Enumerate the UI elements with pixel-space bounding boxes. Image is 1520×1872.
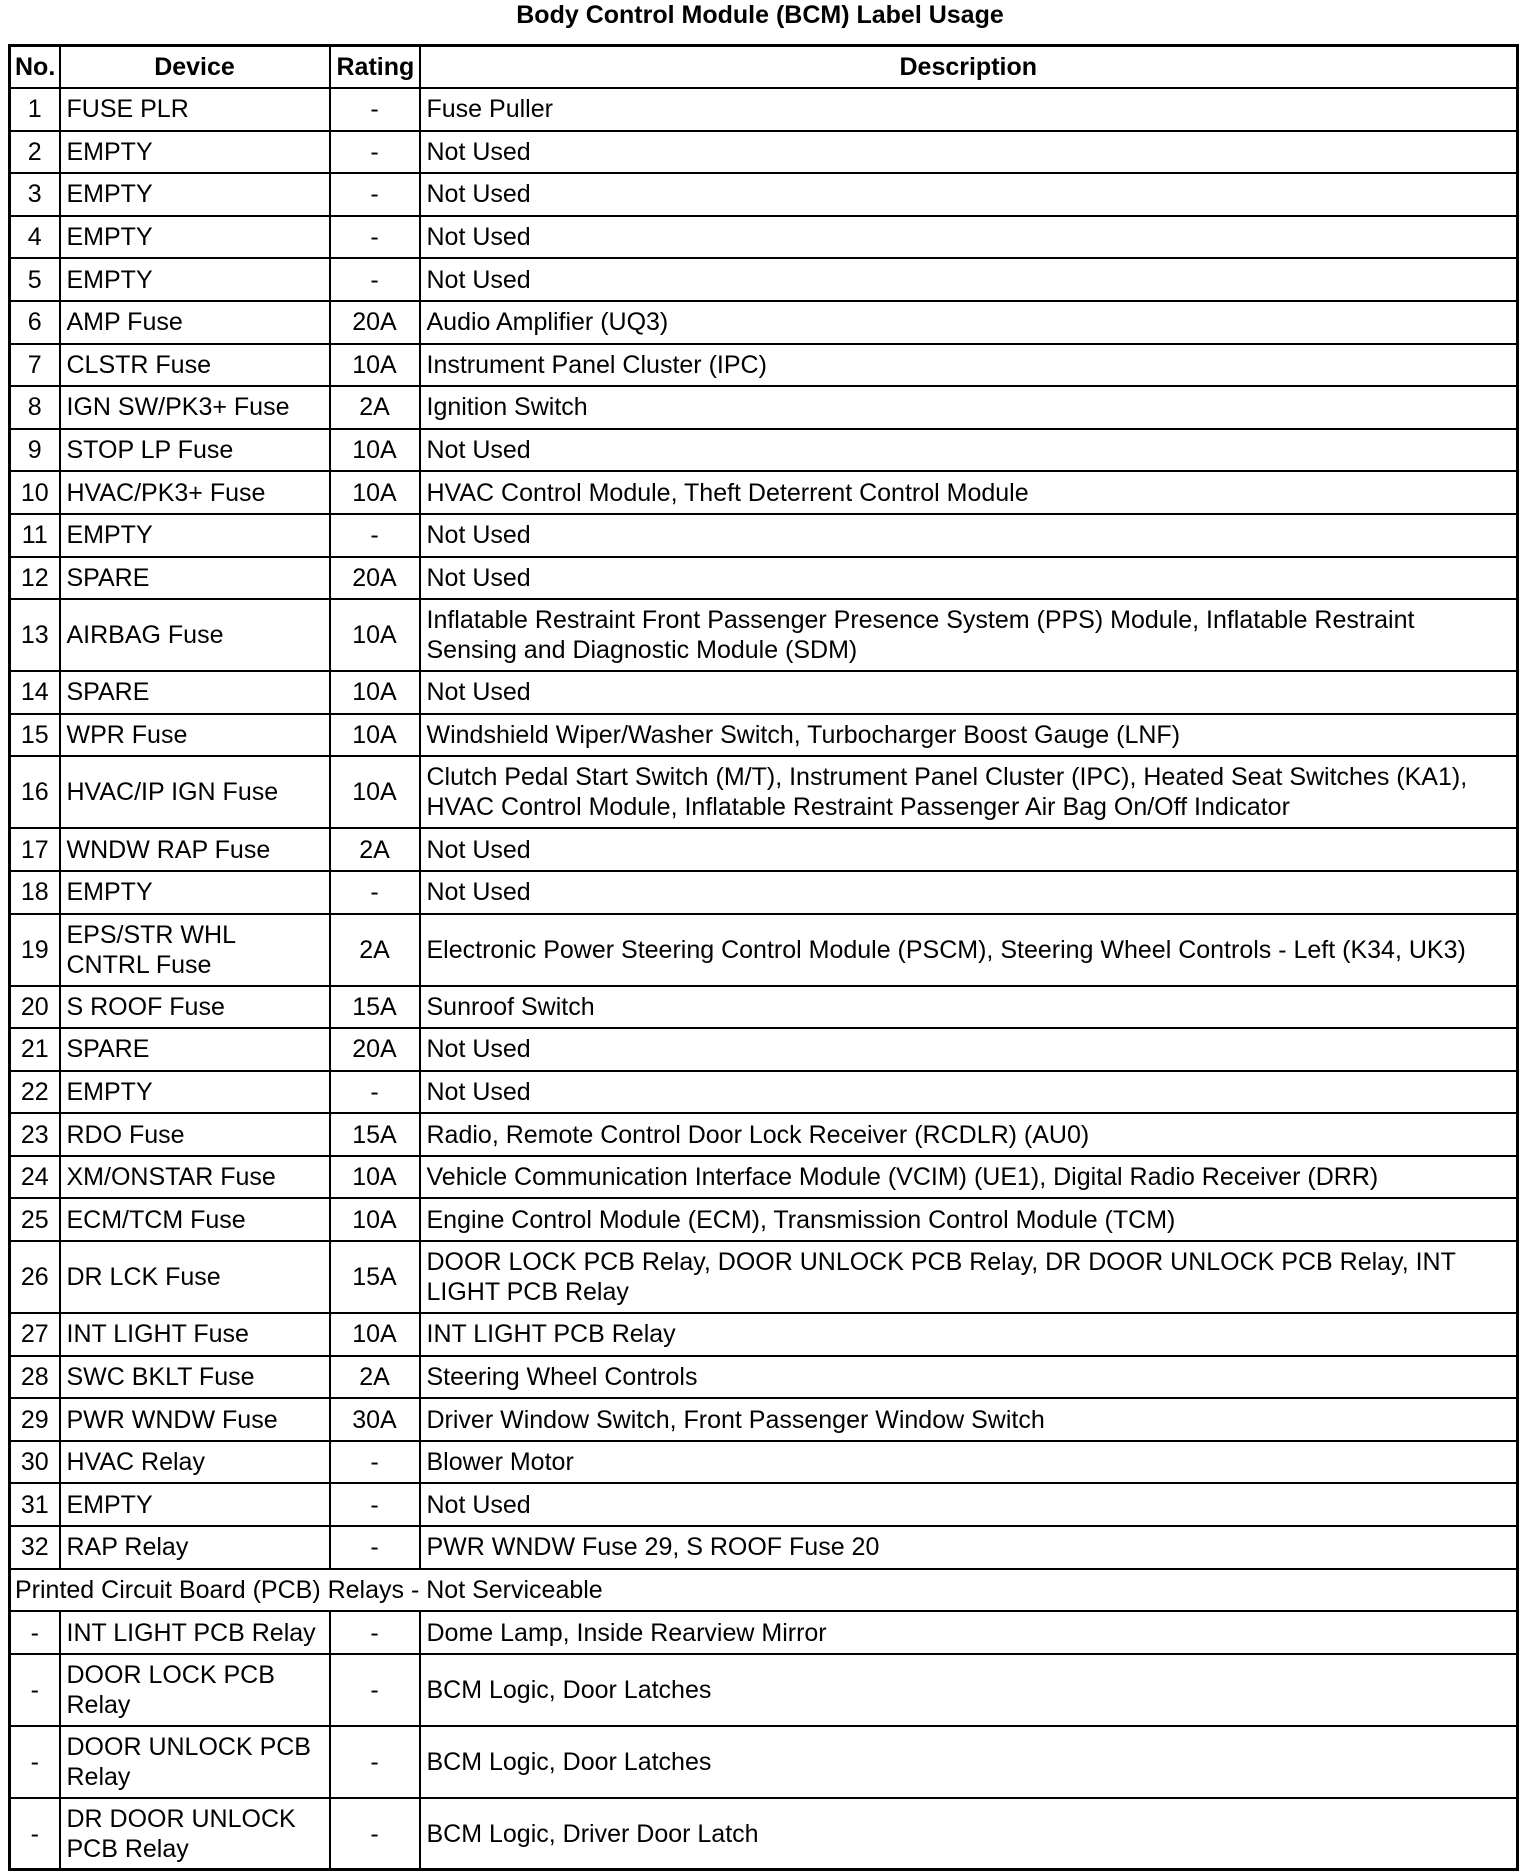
- bcm-label-table: [8, 44, 1519, 1871]
- table-row: [10, 1441, 1518, 1484]
- table-row: [10, 1726, 1518, 1798]
- table-row: [10, 1398, 1518, 1441]
- cell-description: Not Used: [420, 173, 1518, 216]
- table-row: [10, 1356, 1518, 1399]
- cell-description: BCM Logic, Driver Door Latch: [420, 1798, 1518, 1870]
- cell-no: 23: [10, 1113, 60, 1156]
- cell-no: 3: [10, 173, 60, 216]
- cell-rating: 20A: [330, 301, 420, 344]
- cell-device: HVAC/IP IGN Fuse: [60, 756, 330, 828]
- cell-no: 25: [10, 1198, 60, 1241]
- cell-no: 31: [10, 1483, 60, 1526]
- cell-device: EMPTY: [60, 514, 330, 557]
- cell-rating: 10A: [330, 344, 420, 387]
- table-row: [10, 386, 1518, 429]
- cell-rating: 10A: [330, 599, 420, 671]
- cell-no: 32: [10, 1526, 60, 1569]
- cell-rating: -: [330, 216, 420, 259]
- cell-no: 6: [10, 301, 60, 344]
- cell-rating: 10A: [330, 429, 420, 472]
- cell-no: 10: [10, 471, 60, 514]
- cell-device: EMPTY: [60, 258, 330, 301]
- cell-device: SPARE: [60, 557, 330, 600]
- cell-device: DOOR LOCK PCB Relay: [60, 1654, 330, 1726]
- cell-no: 29: [10, 1398, 60, 1441]
- cell-no: 15: [10, 714, 60, 757]
- cell-no: 14: [10, 671, 60, 714]
- table-row: [10, 671, 1518, 714]
- cell-rating: -: [330, 1441, 420, 1484]
- table-row: [10, 1071, 1518, 1114]
- table-row: [10, 914, 1518, 986]
- cell-device: EMPTY: [60, 131, 330, 174]
- cell-device: DR LCK Fuse: [60, 1241, 330, 1313]
- cell-description: Vehicle Communication Interface Module (VCIM) (UE1), Digital Radio Receiver (DRR): [420, 1156, 1518, 1199]
- cell-device: HVAC/PK3+ Fuse: [60, 471, 330, 514]
- cell-no: -: [10, 1726, 60, 1798]
- cell-device: AMP Fuse: [60, 301, 330, 344]
- cell-no: -: [10, 1654, 60, 1726]
- table-row: [10, 1798, 1518, 1870]
- cell-description: Fuse Puller: [420, 88, 1518, 131]
- cell-description: Not Used: [420, 557, 1518, 600]
- cell-no: 20: [10, 986, 60, 1029]
- cell-description: Driver Window Switch, Front Passenger Window Switch: [420, 1398, 1518, 1441]
- cell-description: Not Used: [420, 258, 1518, 301]
- cell-device: EPS/STR WHL CNTRL Fuse: [60, 914, 330, 986]
- cell-description: Not Used: [420, 1028, 1518, 1071]
- table-row: [10, 301, 1518, 344]
- table-row: [10, 258, 1518, 301]
- cell-description: Not Used: [420, 1483, 1518, 1526]
- cell-device: FUSE PLR: [60, 88, 330, 131]
- cell-rating: 15A: [330, 1241, 420, 1313]
- cell-description: Not Used: [420, 671, 1518, 714]
- cell-no: 22: [10, 1071, 60, 1114]
- table-row: [10, 1526, 1518, 1569]
- cell-rating: 10A: [330, 1156, 420, 1199]
- cell-description: Windshield Wiper/Washer Switch, Turbocharger Boost Gauge (LNF): [420, 714, 1518, 757]
- cell-device: RAP Relay: [60, 1526, 330, 1569]
- table-row: [10, 1483, 1518, 1526]
- cell-device: SWC BKLT Fuse: [60, 1356, 330, 1399]
- cell-no: 19: [10, 914, 60, 986]
- table-row: [10, 88, 1518, 131]
- cell-rating: 10A: [330, 1313, 420, 1356]
- header-rating: Rating: [330, 46, 420, 89]
- cell-device: S ROOF Fuse: [60, 986, 330, 1029]
- cell-device: CLSTR Fuse: [60, 344, 330, 387]
- header-description: Description: [420, 46, 1518, 89]
- cell-rating: -: [330, 514, 420, 557]
- header-no: No.: [10, 46, 60, 89]
- cell-description: Not Used: [420, 429, 1518, 472]
- table-row: [10, 1156, 1518, 1199]
- table-row: [10, 871, 1518, 914]
- page-title: Body Control Module (BCM) Label Usage: [516, 1, 1004, 29]
- table-row: [10, 216, 1518, 259]
- cell-rating: 10A: [330, 671, 420, 714]
- table-row: [10, 471, 1518, 514]
- cell-rating: 15A: [330, 986, 420, 1029]
- table-row: [10, 1654, 1518, 1726]
- cell-description: Engine Control Module (ECM), Transmission Control Module (TCM): [420, 1198, 1518, 1241]
- table-row: [10, 1241, 1518, 1313]
- cell-no: 16: [10, 756, 60, 828]
- cell-rating: -: [330, 1526, 420, 1569]
- section-row: [10, 1569, 1518, 1612]
- cell-device: XM/ONSTAR Fuse: [60, 1156, 330, 1199]
- cell-rating: -: [330, 1654, 420, 1726]
- cell-description: Sunroof Switch: [420, 986, 1518, 1029]
- cell-rating: -: [330, 871, 420, 914]
- cell-device: INT LIGHT PCB Relay: [60, 1611, 330, 1654]
- cell-rating: 2A: [330, 828, 420, 871]
- cell-no: 5: [10, 258, 60, 301]
- cell-no: 4: [10, 216, 60, 259]
- cell-rating: -: [330, 1611, 420, 1654]
- cell-rating: -: [330, 258, 420, 301]
- cell-no: 11: [10, 514, 60, 557]
- cell-device: EMPTY: [60, 216, 330, 259]
- cell-device: WPR Fuse: [60, 714, 330, 757]
- cell-no: 21: [10, 1028, 60, 1071]
- cell-rating: 10A: [330, 756, 420, 828]
- cell-rating: -: [330, 1798, 420, 1870]
- section-label: Printed Circuit Board (PCB) Relays - Not Serviceable: [10, 1569, 1518, 1612]
- cell-rating: 30A: [330, 1398, 420, 1441]
- cell-no: 12: [10, 557, 60, 600]
- cell-no: 28: [10, 1356, 60, 1399]
- cell-rating: 2A: [330, 386, 420, 429]
- cell-description: Not Used: [420, 216, 1518, 259]
- table-row: [10, 599, 1518, 671]
- cell-description: Not Used: [420, 1071, 1518, 1114]
- cell-device: EMPTY: [60, 871, 330, 914]
- header-device: Device: [60, 46, 330, 89]
- cell-device: EMPTY: [60, 1071, 330, 1114]
- cell-device: SPARE: [60, 1028, 330, 1071]
- cell-no: -: [10, 1798, 60, 1870]
- cell-rating: -: [330, 1726, 420, 1798]
- cell-rating: 10A: [330, 471, 420, 514]
- cell-no: 2: [10, 131, 60, 174]
- cell-device: HVAC Relay: [60, 1441, 330, 1484]
- cell-device: WNDW RAP Fuse: [60, 828, 330, 871]
- cell-no: 26: [10, 1241, 60, 1313]
- table-row: [10, 1113, 1518, 1156]
- cell-description: BCM Logic, Door Latches: [420, 1726, 1518, 1798]
- cell-device: SPARE: [60, 671, 330, 714]
- cell-description: INT LIGHT PCB Relay: [420, 1313, 1518, 1356]
- table-body: [10, 88, 1518, 1870]
- table-row: [10, 986, 1518, 1029]
- cell-rating: -: [330, 131, 420, 174]
- cell-description: Not Used: [420, 871, 1518, 914]
- cell-rating: -: [330, 88, 420, 131]
- cell-rating: 15A: [330, 1113, 420, 1156]
- cell-rating: 10A: [330, 1198, 420, 1241]
- cell-description: Steering Wheel Controls: [420, 1356, 1518, 1399]
- cell-rating: 2A: [330, 1356, 420, 1399]
- cell-device: ECM/TCM Fuse: [60, 1198, 330, 1241]
- cell-description: Not Used: [420, 514, 1518, 557]
- cell-rating: 20A: [330, 557, 420, 600]
- cell-description: Not Used: [420, 131, 1518, 174]
- table-row: [10, 1313, 1518, 1356]
- table-row: [10, 1611, 1518, 1654]
- cell-device: RDO Fuse: [60, 1113, 330, 1156]
- table-row: [10, 344, 1518, 387]
- table-row: [10, 131, 1518, 174]
- cell-no: -: [10, 1611, 60, 1654]
- cell-no: 13: [10, 599, 60, 671]
- cell-device: AIRBAG Fuse: [60, 599, 330, 671]
- cell-device: DR DOOR UNLOCK PCB Relay: [60, 1798, 330, 1870]
- cell-rating: -: [330, 1071, 420, 1114]
- cell-description: PWR WNDW Fuse 29, S ROOF Fuse 20: [420, 1526, 1518, 1569]
- cell-no: 18: [10, 871, 60, 914]
- cell-no: 8: [10, 386, 60, 429]
- cell-description: BCM Logic, Door Latches: [420, 1654, 1518, 1726]
- cell-description: Instrument Panel Cluster (IPC): [420, 344, 1518, 387]
- cell-description: Not Used: [420, 828, 1518, 871]
- cell-device: IGN SW/PK3+ Fuse: [60, 386, 330, 429]
- cell-rating: -: [330, 173, 420, 216]
- cell-no: 27: [10, 1313, 60, 1356]
- table-row: [10, 173, 1518, 216]
- table-header-row: [10, 46, 1518, 89]
- table-row: [10, 557, 1518, 600]
- table-row: [10, 1198, 1518, 1241]
- table-row: [10, 756, 1518, 828]
- cell-no: 7: [10, 344, 60, 387]
- cell-description: Audio Amplifier (UQ3): [420, 301, 1518, 344]
- cell-rating: -: [330, 1483, 420, 1526]
- cell-device: INT LIGHT Fuse: [60, 1313, 330, 1356]
- cell-description: Inflatable Restraint Front Passenger Presence System (PPS) Module, Inflatable Restraint Sensing and Diagnostic Module (SDM): [420, 599, 1518, 671]
- table-row: [10, 429, 1518, 472]
- cell-no: 30: [10, 1441, 60, 1484]
- cell-description: Electronic Power Steering Control Module (PSCM), Steering Wheel Controls - Left (K34, UK3): [420, 914, 1518, 986]
- cell-no: 17: [10, 828, 60, 871]
- cell-no: 24: [10, 1156, 60, 1199]
- cell-description: DOOR LOCK PCB Relay, DOOR UNLOCK PCB Relay, DR DOOR UNLOCK PCB Relay, INT LIGHT PCB Relay: [420, 1241, 1518, 1313]
- cell-description: Blower Motor: [420, 1441, 1518, 1484]
- cell-rating: 20A: [330, 1028, 420, 1071]
- cell-description: Clutch Pedal Start Switch (M/T), Instrument Panel Cluster (IPC), Heated Seat Switches (KA1), HVAC Control Module, Inflatable Restraint Passenger Air Bag On/Off Indicator: [420, 756, 1518, 828]
- cell-description: Ignition Switch: [420, 386, 1518, 429]
- cell-no: 1: [10, 88, 60, 131]
- cell-device: EMPTY: [60, 1483, 330, 1526]
- cell-rating: 2A: [330, 914, 420, 986]
- cell-device: EMPTY: [60, 173, 330, 216]
- table-row: [10, 828, 1518, 871]
- cell-rating: 10A: [330, 714, 420, 757]
- cell-description: Radio, Remote Control Door Lock Receiver (RCDLR) (AU0): [420, 1113, 1518, 1156]
- table-row: [10, 514, 1518, 557]
- table-row: [10, 1028, 1518, 1071]
- cell-no: 9: [10, 429, 60, 472]
- cell-description: HVAC Control Module, Theft Deterrent Control Module: [420, 471, 1518, 514]
- cell-device: DOOR UNLOCK PCB Relay: [60, 1726, 330, 1798]
- cell-device: PWR WNDW Fuse: [60, 1398, 330, 1441]
- cell-description: Dome Lamp, Inside Rearview Mirror: [420, 1611, 1518, 1654]
- cell-device: STOP LP Fuse: [60, 429, 330, 472]
- table-row: [10, 714, 1518, 757]
